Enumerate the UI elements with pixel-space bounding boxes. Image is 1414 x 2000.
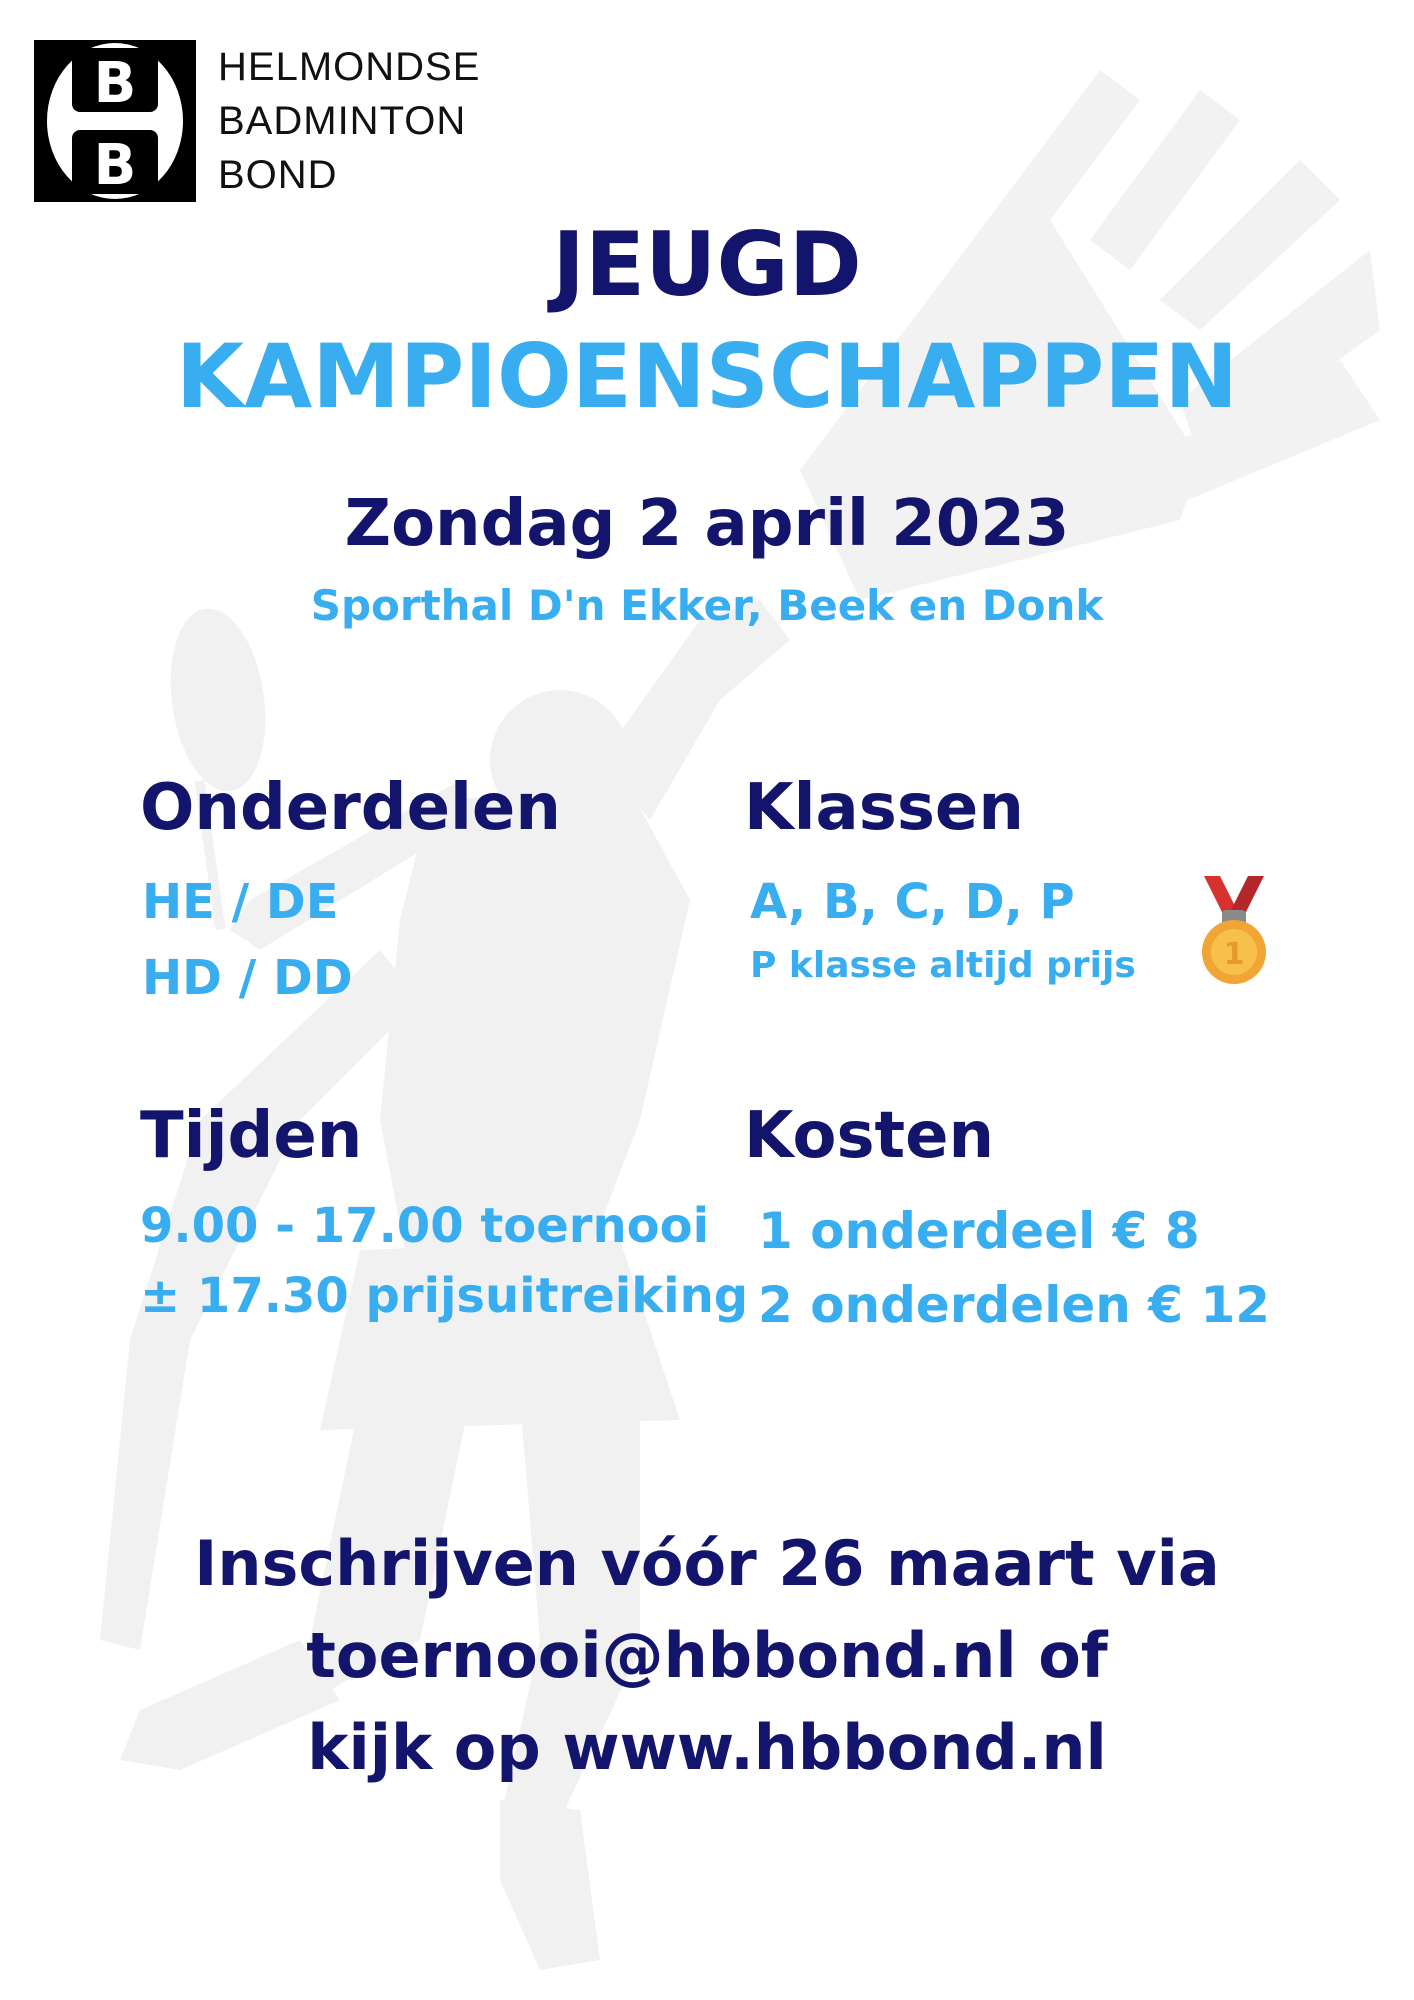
org-line-1: HELMONDSE [218,45,481,89]
onderdeel-item: HD / DD [142,950,353,1006]
svg-text:B: B [93,133,137,198]
org-line-3: BOND [218,153,338,197]
event-venue: Sporthal D'n Ekker, Beek en Donk [310,581,1104,630]
cta-email[interactable]: toernooi@hbbond.nl of [306,1619,1108,1692]
onderdeel-item: HE / DE [142,874,339,930]
cta-line-1: Inschrijven vóór 26 maart via [194,1527,1220,1600]
klassen-note: P klasse altijd prijs [750,945,1136,986]
tijden-item: ± 17.30 prijsuitreiking [140,1268,749,1324]
heading-tijden: Tijden [140,1099,363,1173]
kosten-item: 2 onderdelen € 12 [758,1276,1271,1334]
title-jeugd: JEUGD [552,213,862,316]
klassen-list: A, B, C, D, P [750,874,1075,930]
hbb-logo [34,40,196,202]
event-date: Zondag 2 april 2023 [344,487,1070,561]
heading-kosten: Kosten [744,1099,995,1173]
heading-onderdelen: Onderdelen [140,771,561,845]
org-line-2: BADMINTON [218,99,467,143]
heading-klassen: Klassen [744,771,1024,845]
medal-number: 1 [1223,937,1245,972]
cta-website[interactable]: kijk op www.hbbond.nl [307,1711,1107,1784]
tijden-item: 9.00 - 17.00 toernooi [140,1198,710,1254]
organization-name [218,40,480,202]
svg-text:B: B [93,51,137,116]
title-kampioenschappen: KAMPIOENSCHAPPEN [175,325,1239,428]
medal-icon [1198,876,1270,988]
kosten-item: 1 onderdeel € 8 [758,1202,1200,1260]
